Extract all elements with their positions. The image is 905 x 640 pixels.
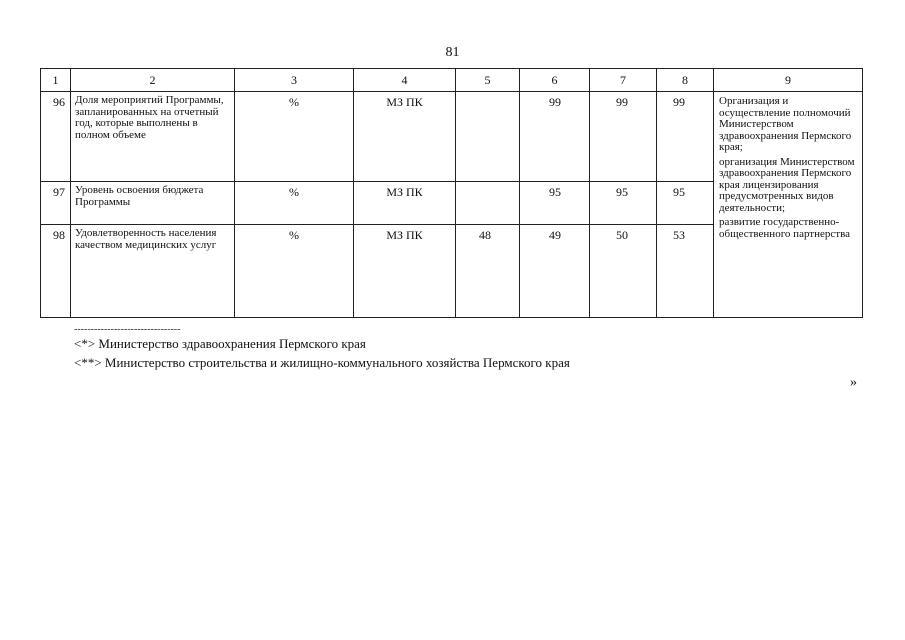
executor-cell: МЗ ПК xyxy=(354,225,456,318)
note-text: Организация и осуществление полномочий Министерством здравоохранения Пермского края; xyxy=(719,95,852,153)
note-text: развитие государственно-общественного партнерства xyxy=(719,216,851,240)
table-header-row xyxy=(41,69,863,92)
column-header: 2 xyxy=(71,69,235,92)
value-cell-7: 50 xyxy=(590,225,657,318)
value-cell-8: 95 xyxy=(657,182,714,225)
unit-cell: % xyxy=(235,92,354,182)
value-cell-8: 53 xyxy=(657,225,714,318)
value-cell-8: 99 xyxy=(657,92,714,182)
closing-quote: » xyxy=(850,375,857,390)
note-cell xyxy=(714,92,863,318)
column-header: 9 xyxy=(714,69,863,92)
footnote-separator: -------------------------------- xyxy=(74,324,181,335)
column-header: 7 xyxy=(590,69,657,92)
value-cell-5: 48 xyxy=(456,225,520,318)
indicator-name: Доля мероприятий Программы, запланированных на отчетный год, которые выполнены в полном объеме xyxy=(71,92,235,182)
column-header: 1 xyxy=(41,69,71,92)
footnote: <*> Министерство здравоохранения Пермского края xyxy=(74,336,366,351)
value-cell-6: 95 xyxy=(520,182,590,225)
indicator-name: Уровень освоения бюджета Программы xyxy=(71,182,235,225)
row-number: 98 xyxy=(41,225,71,318)
value-cell-7: 99 xyxy=(590,92,657,182)
value-cell-6: 99 xyxy=(520,92,590,182)
value-cell-6: 49 xyxy=(520,225,590,318)
unit-cell: % xyxy=(235,225,354,318)
row-number: 97 xyxy=(41,182,71,225)
page-number: 81 xyxy=(445,45,460,60)
column-header: 6 xyxy=(520,69,590,92)
table-row xyxy=(41,92,863,182)
column-header: 3 xyxy=(235,69,354,92)
executor-cell: МЗ ПК xyxy=(354,182,456,225)
unit-cell: % xyxy=(235,182,354,225)
executor-cell: МЗ ПК xyxy=(354,92,456,182)
note-text: организация Министерством здравоохранения Пермского края лицензирования предусмотренных видов деятельности; xyxy=(719,155,855,214)
value-cell-5 xyxy=(456,92,520,182)
indicators-table xyxy=(40,68,863,318)
value-cell-7: 95 xyxy=(590,182,657,225)
column-header: 4 xyxy=(354,69,456,92)
row-number: 96 xyxy=(41,92,71,182)
column-header: 8 xyxy=(657,69,714,92)
indicator-name: Удовлетворенность населения качеством медицинских услуг xyxy=(71,225,235,318)
footnote: <**> Министерство строительства и жилищно-коммунального хозяйства Пермского края xyxy=(74,355,570,370)
value-cell-5 xyxy=(456,182,520,225)
column-header: 5 xyxy=(456,69,520,92)
